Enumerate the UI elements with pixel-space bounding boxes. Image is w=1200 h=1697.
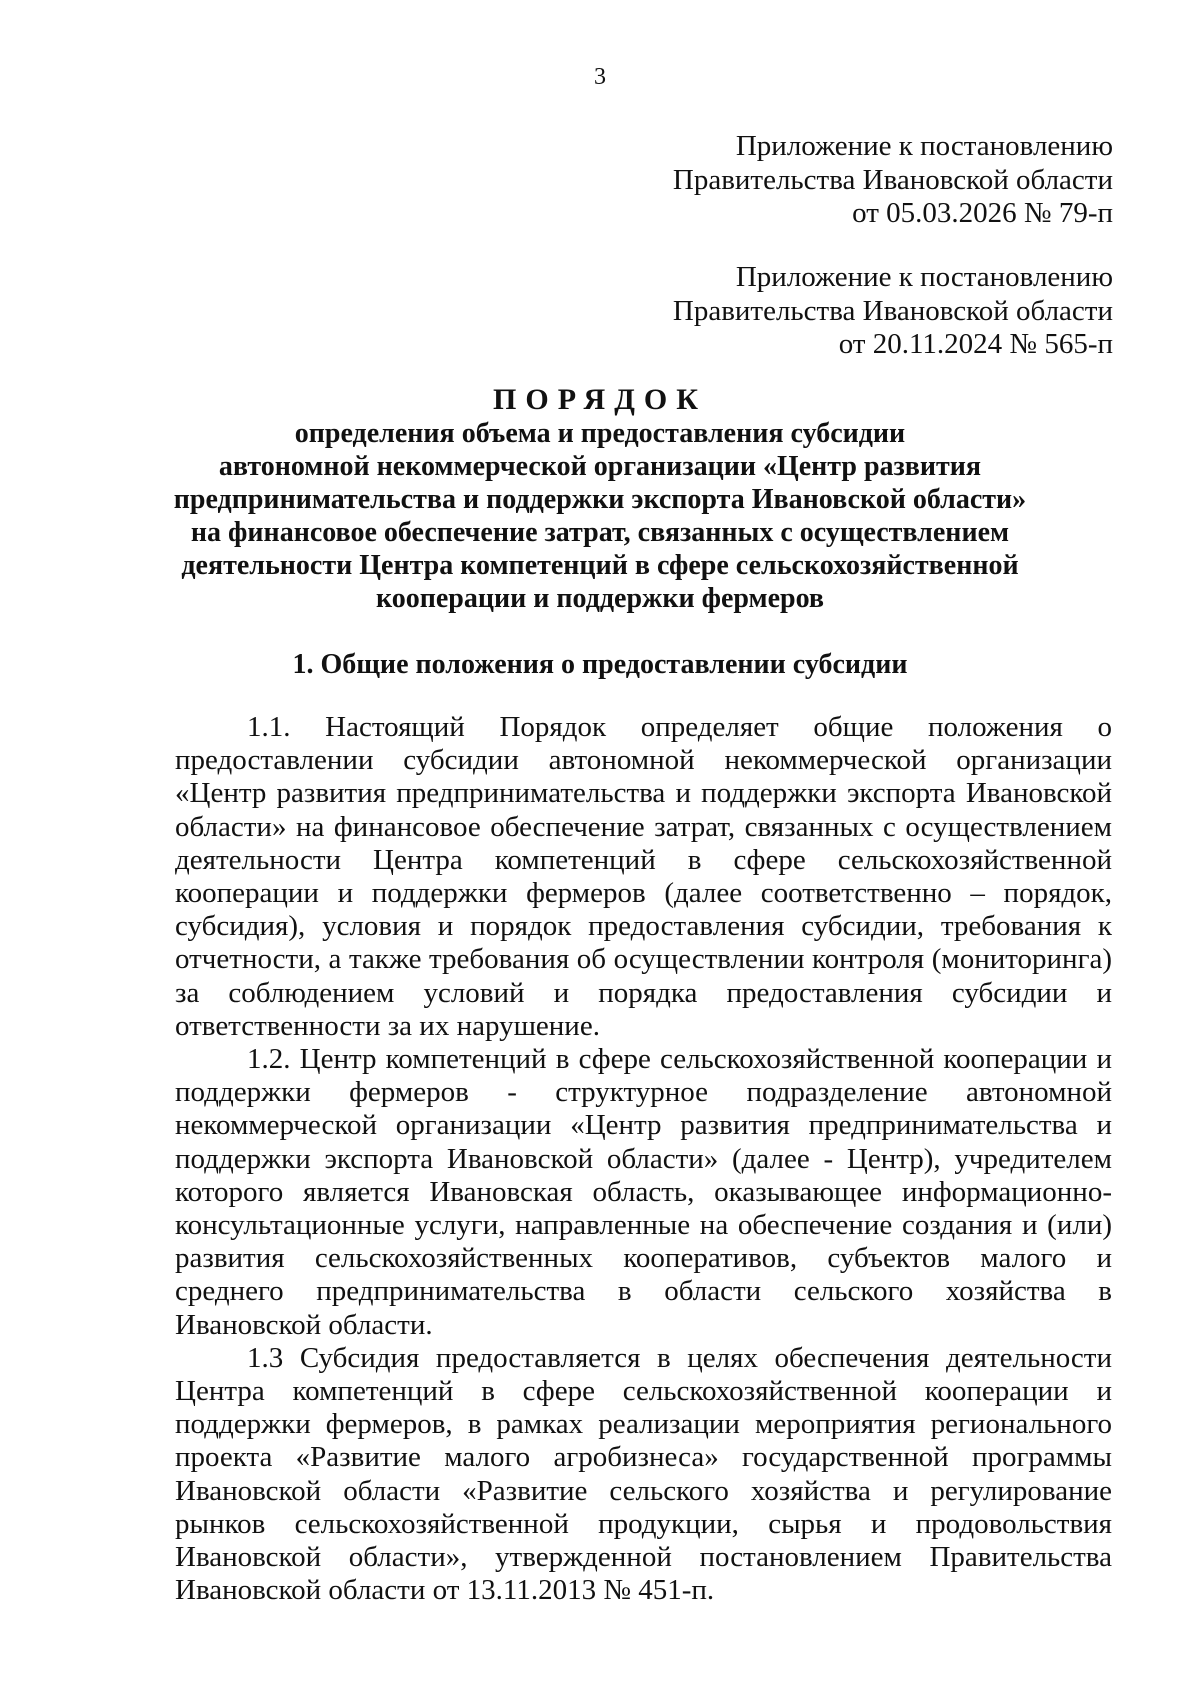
paragraph-1-1: 1.1. Настоящий Порядок определяет общие положения о предоставлении субсидии автономной некоммерческой организации «Центр развития предпринимательства и поддержки экспорта Ивановской области» на финансовое обеспечение затрат, связанных с осуществлением деятельности Центра компетенций в сфере сельскохозяйственной кооперации и поддержки фермеров (далее соответственно – порядок, субсидия), условия и порядок предоставления субсидии, требования к отчетности, а также требования об осуществлении контроля (мониторинга) за соблюдением условий и порядка предоставления субсидии и ответственности за их нарушение. [175, 711, 1112, 1042]
document-title-block [120, 383, 1080, 615]
paragraph-1-2: 1.2. Центр компетенций в сфере сельскохозяйственной кооперации и поддержки фермеров - структурное подразделение автономной некоммерческой организации «Центр развития предпринимательства и поддержки экспорта Ивановской области» (далее - Центр), учредителем которого является Ивановская область, оказывающее информационно-консультационные услуги, направленные на обеспечение создания и (или) развития сельскохозяйственных кооперативов, субъектов малого и среднего предпринимательства в области сельского хозяйства в Ивановской области. [175, 1043, 1112, 1341]
appendix-line: Правительства Ивановской области [672, 294, 1113, 327]
document-subtitle-line: на финансовое обеспечение затрат, связанных с осуществлением [190, 517, 1010, 548]
appendix-line: Правительства Ивановской области [672, 163, 1113, 196]
document-subtitle-line: предпринимательства и поддержки экспорта Ивановской области» [173, 484, 1027, 515]
section-body [175, 711, 1112, 1607]
page-number: 3 [594, 64, 606, 90]
document-subtitle-line: деятельности Центра компетенций в сфере сельскохозяйственной [181, 550, 1019, 581]
paragraph-1-3: 1.3 Субсидия предоставляется в целях обеспечения деятельности Центра компетенций в сфере сельскохозяйственной кооперации и поддержки фермеров, в рамках реализации мероприятия регионального проекта «Развитие малого агробизнеса» государственной программы Ивановской области «Развитие сельского хозяйства и регулирование рынков сельскохозяйственной продукции, сырья и продовольствия Ивановской области», утвержденной постановлением Правительства Ивановской области от 13.11.2013 № 451-п. [175, 1341, 1112, 1607]
appendix-line: Приложение к постановлению [735, 130, 1113, 162]
appendix-date-number: от 20.11.2024 № 565-п [838, 328, 1113, 360]
appendix-reference-original [513, 261, 1113, 362]
document-subtitle-line: кооперации и поддержки фермеров [375, 583, 825, 614]
appendix-reference-current [513, 130, 1113, 231]
document-subtitle-line: определения объема и предоставления субсидии [294, 418, 906, 449]
appendix-date-number: от 05.03.2026 № 79-п [852, 197, 1113, 229]
appendix-line: Приложение к постановлению [735, 261, 1113, 293]
section-heading: 1. Общие положения о предоставлении субсидии [292, 649, 908, 680]
document-title: ПОРЯДОК [493, 383, 707, 416]
document-subtitle-line: автономной некоммерческой организации «Центр развития [218, 451, 982, 482]
